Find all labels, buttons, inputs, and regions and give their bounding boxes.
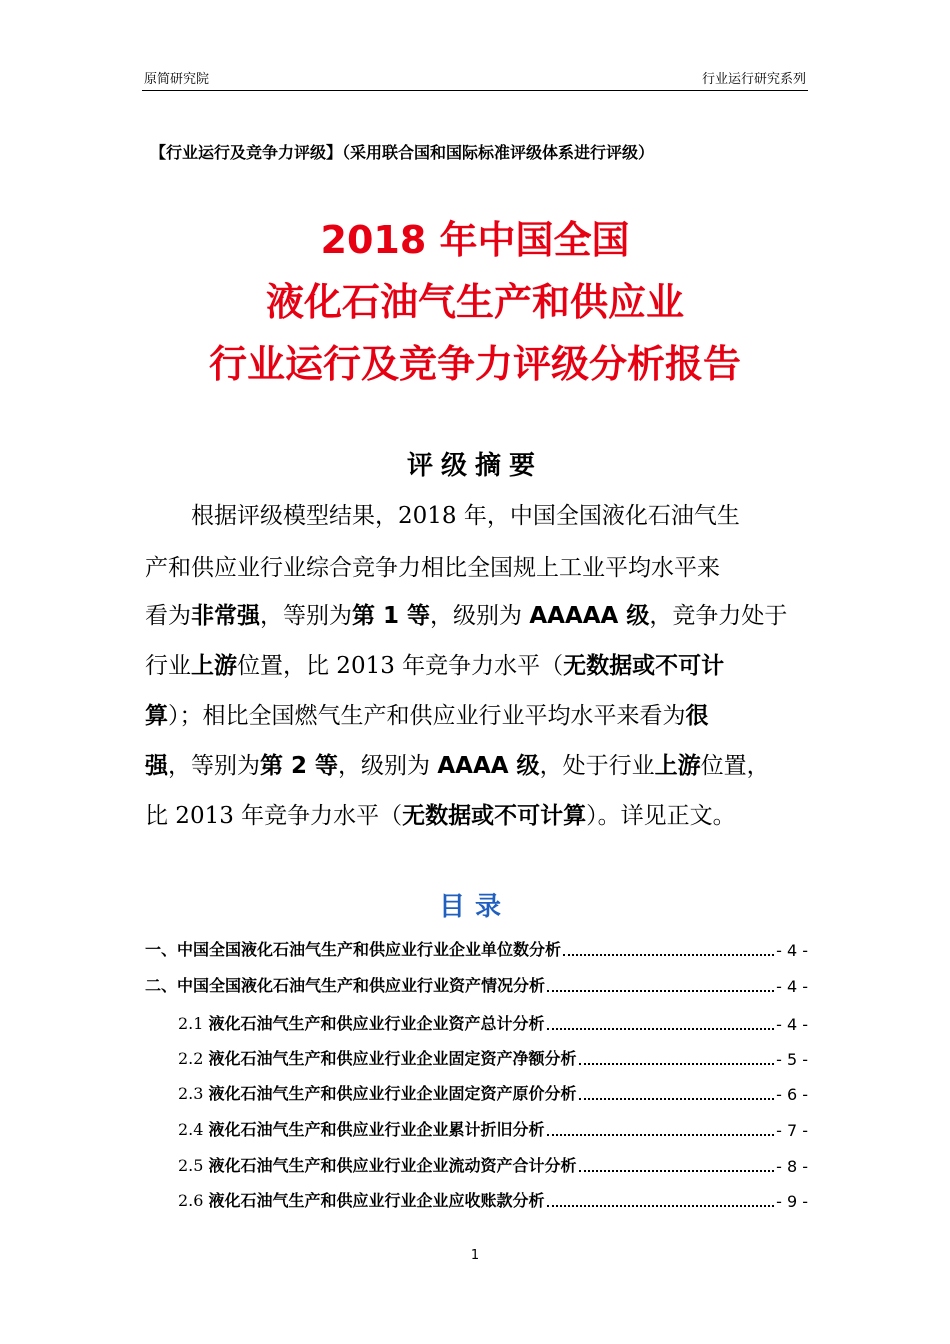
summary-text: ，等别为 bbox=[260, 603, 352, 629]
toc-leader-dots bbox=[547, 1128, 775, 1136]
toc-entry-label bbox=[178, 1117, 545, 1140]
toc-entry-text: 液化石油气生产和供应业行业企业固定资产原价分析 bbox=[208, 1084, 577, 1103]
summary-emphasis: 很 bbox=[685, 703, 709, 729]
summary-line bbox=[145, 497, 810, 530]
page-header bbox=[142, 64, 808, 91]
summary-text: 位置， bbox=[700, 753, 770, 779]
summary-text: ，处于行业 bbox=[539, 753, 655, 779]
summary-text: ）；相比全国燃气生产和供应业行业平均水平来看为 bbox=[168, 703, 686, 729]
toc-entry-text: 液化石油气生产和供应业行业企业累计折旧分析 bbox=[208, 1120, 545, 1139]
summary-emphasis: 非常强 bbox=[191, 603, 260, 629]
summary-text: ，竞争力处于 bbox=[649, 603, 788, 629]
toc-entry[interactable] bbox=[178, 1116, 808, 1140]
toc-entry-text: 一、中国全国液化石油气生产和供应业行业企业单位数分析 bbox=[145, 940, 562, 959]
summary-text: 产和供应业行业综合竞争力相比全国规上工业平均水平来 bbox=[145, 555, 720, 581]
toc-entry-label bbox=[145, 937, 561, 960]
toc-heading: 目录 bbox=[438, 892, 511, 922]
toc-entry-text: 液化石油气生产和供应业行业企业流动资产合计分析 bbox=[208, 1156, 577, 1175]
header-series: 行业运行研究系列 bbox=[701, 72, 806, 87]
toc-leader-dots bbox=[579, 1057, 775, 1065]
toc-entry-number: 2.3 bbox=[178, 1084, 209, 1103]
summary-text: ，级别为 bbox=[430, 603, 530, 629]
toc-leader-dots bbox=[563, 948, 774, 956]
toc-entry[interactable] bbox=[145, 936, 808, 960]
summary-emphasis: 上游 bbox=[191, 653, 237, 679]
summary-text: 行业 bbox=[145, 653, 191, 679]
toc-entry-number: 2.6 bbox=[178, 1191, 209, 1210]
summary-line bbox=[145, 697, 810, 730]
summary-line bbox=[145, 647, 810, 680]
toc-leader-dots bbox=[547, 984, 774, 992]
toc-entry-text: 液化石油气生产和供应业行业企业资产总计分析 bbox=[208, 1014, 545, 1033]
toc-entry-number: 2.1 bbox=[178, 1014, 209, 1033]
summary-emphasis: 第 1 等 bbox=[352, 603, 431, 629]
summary-emphasis: 强 bbox=[145, 753, 168, 779]
summary-text: ，等别为 bbox=[168, 753, 260, 779]
toc-entry-page: - 9 - bbox=[776, 1192, 808, 1211]
summary-text: ，级别为 bbox=[338, 753, 438, 779]
toc-entry[interactable] bbox=[178, 1187, 808, 1211]
toc-entry-page: - 4 - bbox=[776, 977, 808, 996]
summary-emphasis: AAAAA 级 bbox=[529, 603, 650, 629]
toc-leader-dots bbox=[547, 1199, 775, 1207]
summary-text: 看为 bbox=[145, 603, 191, 629]
toc-entry[interactable] bbox=[178, 1152, 808, 1176]
toc-entry-label bbox=[178, 1153, 577, 1176]
toc-leader-dots bbox=[579, 1164, 775, 1172]
summary-emphasis: 上游 bbox=[654, 753, 701, 779]
summary-emphasis: 算 bbox=[145, 703, 168, 729]
report-title-line-3: 行业运行及竞争力评级分析报告 bbox=[208, 342, 741, 386]
toc-entry[interactable] bbox=[178, 1080, 808, 1104]
toc-leader-dots bbox=[579, 1092, 775, 1100]
summary-heading: 评级摘要 bbox=[406, 451, 543, 481]
summary-line bbox=[145, 597, 810, 630]
summary-line bbox=[145, 797, 810, 830]
toc-entry-text: 二、中国全国液化石油气生产和供应业行业资产情况分析 bbox=[145, 976, 546, 995]
toc-entry-text: 液化石油气生产和供应业行业企业应收账款分析 bbox=[208, 1191, 545, 1210]
toc-entry-label bbox=[178, 1188, 545, 1211]
toc-entry-page: - 5 - bbox=[776, 1050, 808, 1069]
toc-entry-page: - 8 - bbox=[776, 1157, 808, 1176]
summary-emphasis: 无数据或不可计算 bbox=[402, 803, 587, 829]
summary-text: 位置，比 2013 年竞争力水平（ bbox=[237, 653, 564, 679]
report-title-line-1: 2018 年中国全国 bbox=[320, 218, 630, 262]
toc-entry[interactable] bbox=[145, 972, 808, 996]
summary-emphasis: 第 2 等 bbox=[260, 753, 339, 779]
toc-entry-number: 2.5 bbox=[178, 1156, 209, 1175]
summary-text: 比 2013 年竞争力水平（ bbox=[145, 803, 403, 829]
toc-entry-page: - 4 - bbox=[776, 941, 808, 960]
toc-entry-text: 液化石油气生产和供应业行业企业固定资产净额分析 bbox=[208, 1049, 577, 1068]
toc-entry-number: 2.4 bbox=[178, 1120, 209, 1139]
page-number: 1 bbox=[470, 1248, 480, 1263]
summary-line bbox=[145, 747, 810, 780]
rating-tagline: 【行业运行及竞争力评级】（采用联合国和国际标准评级体系进行评级） bbox=[150, 143, 655, 162]
summary-text: ）。详见正文。 bbox=[586, 803, 736, 829]
toc-entry-page: - 7 - bbox=[776, 1121, 808, 1140]
toc-entry-label bbox=[178, 1081, 577, 1104]
toc-leader-dots bbox=[547, 1022, 775, 1030]
toc-entry-page: - 6 - bbox=[776, 1085, 808, 1104]
toc-entry-label bbox=[178, 1011, 545, 1034]
toc-entry-label bbox=[145, 973, 545, 996]
summary-line bbox=[145, 549, 810, 582]
summary-text: 根据评级模型结果，2018 年，中国全国液化石油气生 bbox=[145, 503, 740, 529]
toc-entry-page: - 4 - bbox=[776, 1015, 808, 1034]
header-publisher: 原简研究院 bbox=[144, 72, 210, 87]
toc-entry-label bbox=[178, 1046, 577, 1069]
toc-entry-number: 2.2 bbox=[178, 1049, 209, 1068]
toc-entry[interactable] bbox=[178, 1010, 808, 1034]
report-title-line-2: 液化石油气生产和供应业 bbox=[265, 280, 684, 324]
summary-emphasis: AAAA 级 bbox=[437, 753, 540, 779]
summary-emphasis: 无数据或不可计 bbox=[563, 653, 725, 679]
toc-entry[interactable] bbox=[178, 1045, 808, 1069]
